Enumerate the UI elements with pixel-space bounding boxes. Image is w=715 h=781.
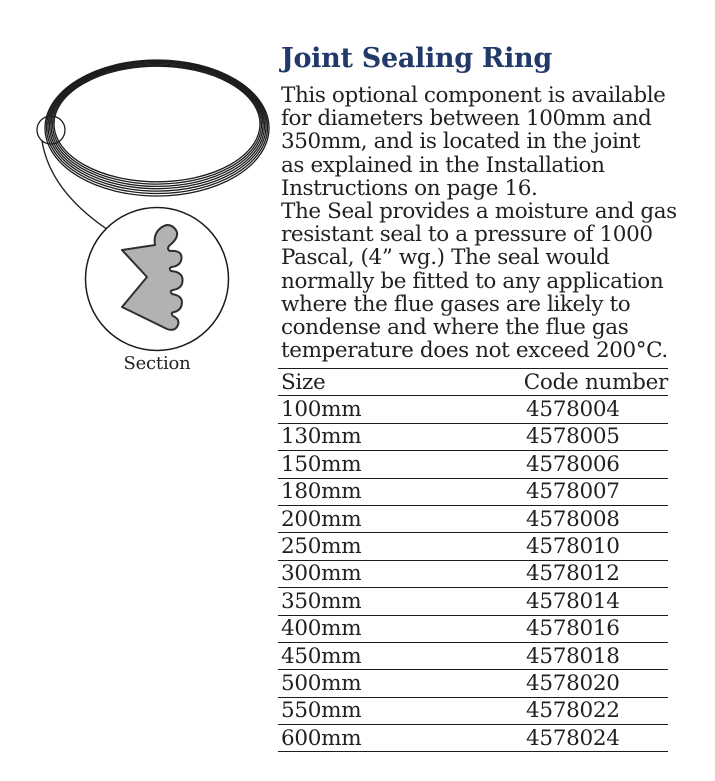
code-number-cell: 4578022 <box>526 698 620 724</box>
section-label: Section <box>123 353 191 374</box>
paragraph-line: Pascal, (4” wg.) The seal would <box>281 245 610 271</box>
table-row <box>278 561 668 588</box>
size-code-table <box>278 368 668 752</box>
size-code-table-body <box>278 396 668 752</box>
paragraph-line: condense and where the flue gas <box>281 315 629 341</box>
paragraph-line: temperature does not exceed 200°C. <box>281 338 668 364</box>
code-number-cell: 4578012 <box>526 561 620 587</box>
size-cell: 550mm <box>281 698 362 724</box>
size-cell: 400mm <box>281 616 362 642</box>
code-number-cell: 4578005 <box>526 424 620 450</box>
code-number-cell: 4578004 <box>526 397 620 423</box>
size-cell: 200mm <box>281 506 362 532</box>
table-row <box>278 533 668 560</box>
code-number-cell: 4578010 <box>526 534 620 560</box>
paragraph-line: This optional component is available <box>281 83 666 108</box>
table-row <box>278 451 668 478</box>
table-row <box>278 588 668 615</box>
table-row <box>278 725 668 752</box>
size-cell: 450mm <box>281 643 362 669</box>
size-cell: 600mm <box>281 725 362 751</box>
size-cell: 350mm <box>281 588 362 614</box>
code-number-cell: 4578006 <box>526 451 620 477</box>
col-header-code-number: Code number <box>523 369 668 395</box>
paragraph-line: where the flue gases are likely to <box>281 291 631 317</box>
paragraph-line: 350mm, and is located in the joint <box>281 129 641 155</box>
page-title: Joint Sealing Ring <box>281 43 552 74</box>
ring-coil-drawing <box>45 60 269 196</box>
table-row <box>278 670 668 697</box>
paragraph-line: as explained in the Installation <box>281 152 605 178</box>
table-row <box>278 698 668 725</box>
size-cell: 500mm <box>281 670 362 696</box>
table-row <box>278 479 668 506</box>
size-cell: 150mm <box>281 451 362 477</box>
code-number-cell: 4578014 <box>526 588 620 614</box>
table-header-row <box>278 369 668 396</box>
size-cell: 100mm <box>281 397 362 423</box>
paragraph-line: The Seal provides a moisture and gas <box>281 199 677 225</box>
table-row <box>278 616 668 643</box>
col-header-size: Size <box>281 369 326 395</box>
code-number-cell: 4578018 <box>526 643 620 669</box>
code-number-cell: 4578007 <box>526 479 620 505</box>
paragraph-line: resistant seal to a pressure of 1000 <box>281 222 653 248</box>
table-row <box>278 396 668 423</box>
paragraph-line: for diameters between 100mm and <box>281 106 652 132</box>
size-cell: 130mm <box>281 424 362 450</box>
code-number-cell: 4578024 <box>526 725 620 751</box>
code-number-cell: 4578008 <box>526 506 620 532</box>
paragraph-line: normally be fitted to any application <box>281 268 664 294</box>
code-number-cell: 4578020 <box>526 670 620 696</box>
table-row <box>278 506 668 533</box>
size-cell: 250mm <box>281 534 362 560</box>
table-row <box>278 643 668 670</box>
paragraph-line: Instructions on page 16. <box>281 175 538 201</box>
table-row <box>278 424 668 451</box>
size-cell: 300mm <box>281 561 362 587</box>
description-paragraph <box>281 84 677 362</box>
sealing-ring-illustration <box>0 0 280 395</box>
code-number-cell: 4578016 <box>526 616 620 642</box>
size-cell: 180mm <box>281 479 362 505</box>
